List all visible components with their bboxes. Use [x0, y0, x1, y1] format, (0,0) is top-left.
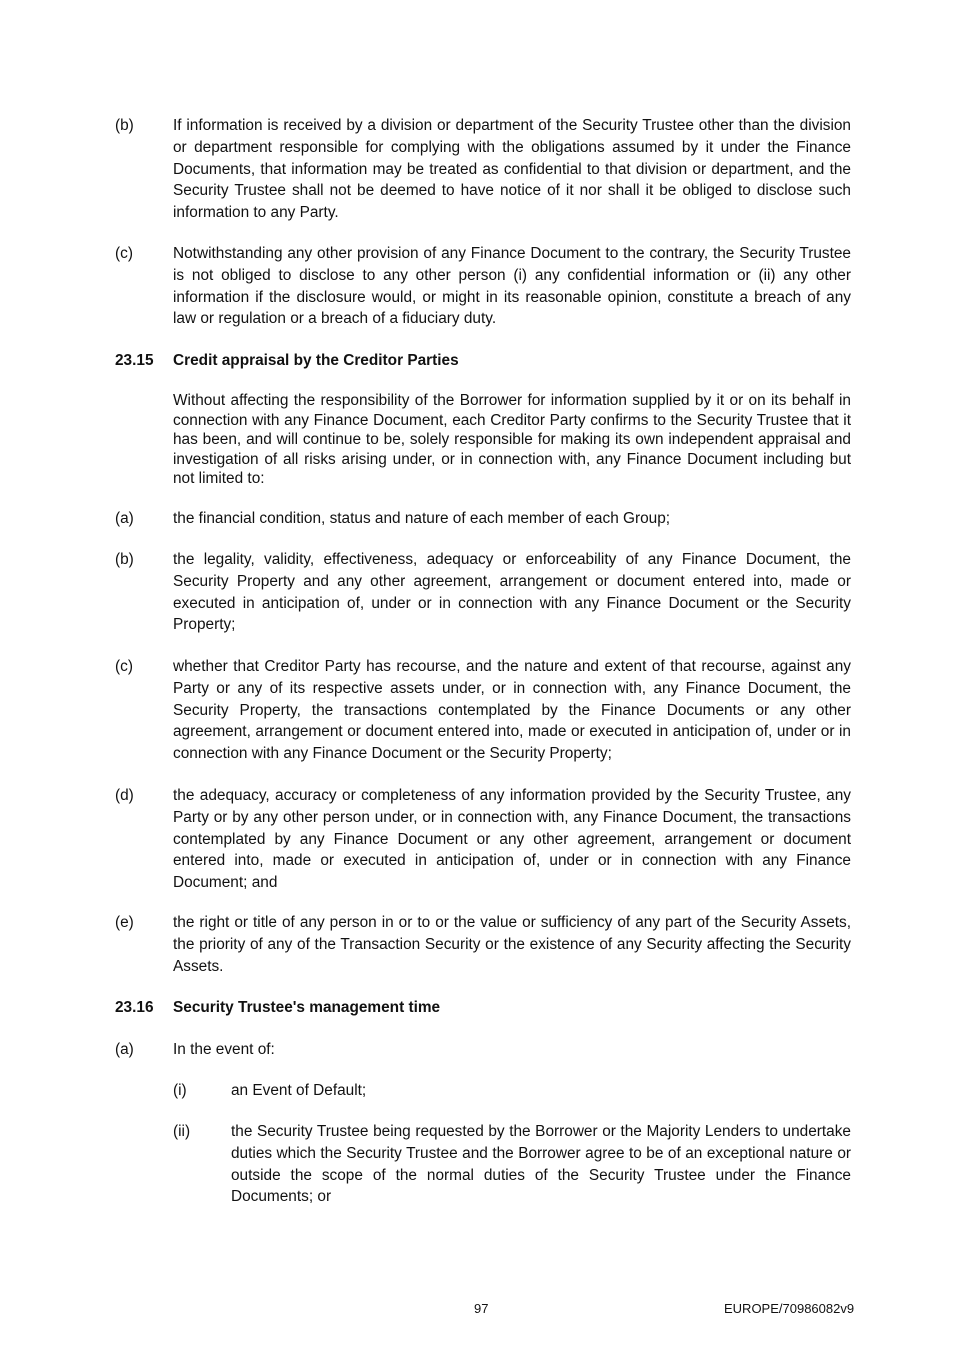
page-number: 97	[474, 1301, 489, 1316]
credit-item-d	[115, 785, 851, 894]
clause-title: Credit appraisal by the Creditor Parties	[173, 352, 459, 369]
item-text: whether that Creditor Party has recourse, and the nature and extent of that recourse, against any Party or any of its respective assets under, or in connection with, any Finance Document, the Security Property, the transactions contemplated by the Finance Documents or any other agreement, arrangement or document entered into, made or executed in anticipation of, under or in connection with any Finance Document or the Security Property;	[173, 658, 851, 763]
subitem-text: an Event of Default;	[231, 1082, 367, 1099]
subitem-text: the Security Trustee being requested by the Borrower or the Majority Lenders to undertake duties which the Security Trustee and the Borrower agree to be of an exceptional nature or outside the scope of the normal duties of the Security Trustee under the Finance Documents; or	[231, 1123, 851, 1206]
item-text: the right or title of any person in or to or the value or sufficiency of any part of the Security Assets, the priority of any of the Transaction Security or the existence of any Security affecting the Security Assets.	[173, 914, 851, 975]
document-reference: EUROPE/70986082v9	[724, 1301, 855, 1316]
item-text: the adequacy, accuracy or completeness of any information provided by the Security Trustee, any Party or by any other person under, or in connection with, any Finance Document, the transactions contemplated by any Finance Document or any other agreement, arrangement or document entered into, made or executed in anticipation of, under or in connection with any Finance Document; and	[173, 787, 851, 892]
item-label: (c)	[115, 658, 133, 675]
clause-heading-23-16	[115, 997, 851, 1019]
item-label: (a)	[115, 1041, 134, 1058]
item-label: (a)	[115, 510, 134, 527]
clause-intro	[115, 391, 851, 489]
clause-number: 23.15	[115, 352, 154, 369]
management-item-a	[115, 1039, 851, 1061]
item-text: the legality, validity, effectiveness, adequacy or enforceability of any Finance Document, the Security Property and any other agreement, arrangement or document entered into, made or executed in anticipation of, under or in connection with any Finance Document or the Security Property;	[173, 551, 851, 634]
paragraph-text: If information is received by a division or department of the Security Trustee other than the division or department responsible for complying with the obligations assumed by it under the Finance Documents, that information may be treated as confidential to that division or department, and the Security Trustee shall not be deemed to have notice of it nor shall it be obliged to disclose such information to any Party.	[173, 117, 851, 222]
clause-heading-23-15	[115, 350, 851, 372]
paragraph-label: (b)	[115, 117, 134, 134]
clause-number: 23.16	[115, 999, 154, 1016]
paragraph-b	[115, 115, 851, 224]
credit-item-c	[115, 656, 851, 765]
item-label: (d)	[115, 787, 134, 804]
credit-item-e	[115, 912, 851, 977]
paragraph-text: Notwithstanding any other provision of any Finance Document to the contrary, the Security Trustee is not obliged to disclose to any other person (i) any confidential information or (ii) any other information if the disclosure would, or might in its reasonable opinion, constitute a breach of any law or regulation or a breach of a fiduciary duty.	[173, 245, 851, 328]
credit-item-a	[115, 508, 851, 530]
paragraph-c	[115, 243, 851, 330]
item-label: (b)	[115, 551, 134, 568]
paragraph-label: (c)	[115, 245, 133, 262]
management-subitem-i	[173, 1080, 851, 1102]
subitem-label: (ii)	[173, 1123, 191, 1140]
credit-item-b	[115, 549, 851, 636]
subitem-label: (i)	[173, 1082, 187, 1099]
clause-title: Security Trustee's management time	[173, 999, 441, 1016]
item-label: (e)	[115, 914, 134, 931]
item-text: In the event of:	[173, 1041, 275, 1058]
item-text: the financial condition, status and nature of each member of each Group;	[173, 510, 671, 527]
management-subitem-ii	[173, 1121, 851, 1208]
clause-intro-text: Without affecting the responsibility of the Borrower for information supplied by it or on its behalf in connection with any Finance Document, each Creditor Party confirms to the Security Trustee that it has been, and will continue to be, solely responsible for making its own independent appraisal and investigation of all risks arising under, or in connection with, any Finance Document including but not limited to:	[173, 392, 851, 488]
